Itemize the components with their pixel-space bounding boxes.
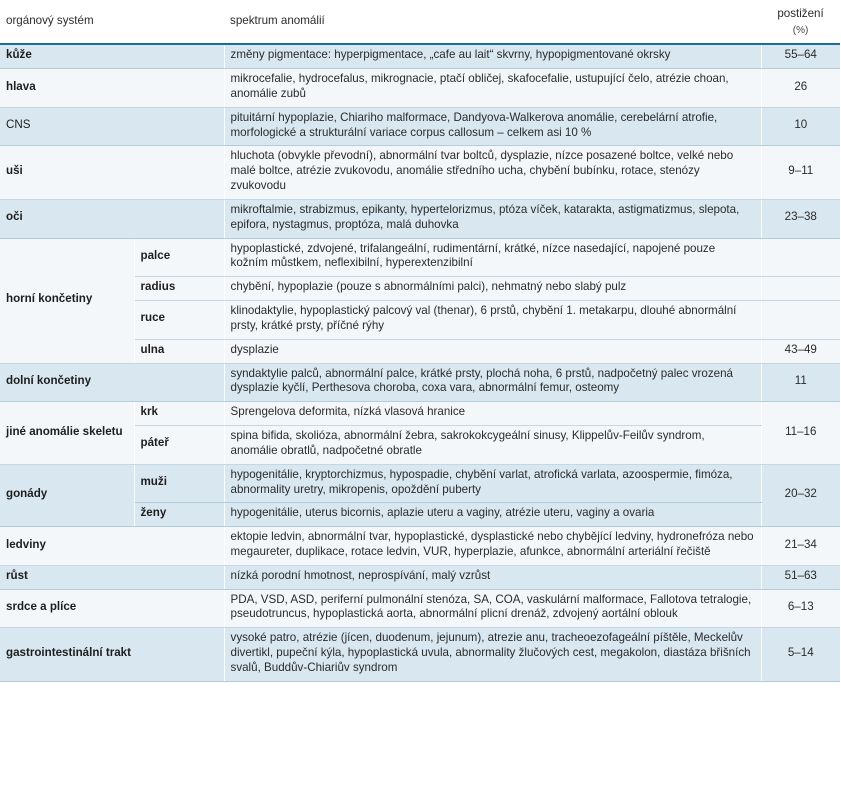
- affected-cell: 55–64: [761, 44, 840, 68]
- affected-cell: 6–13: [761, 589, 840, 628]
- system-name: srdce a plíce: [0, 589, 224, 628]
- affected-cell: 23–38: [761, 199, 840, 238]
- spectrum-cell: PDA, VSD, ASD, periferní pulmonální stenóza, SA, COA, vaskulární malformace, Fallotova tetralogie, pseudotruncus, hypoplastická aorta, abnormální plicní drenáž, zdvojený aortální oblouk: [224, 589, 761, 628]
- affected-cell: 20–32: [761, 464, 840, 526]
- spectrum-cell: chybění, hypoplazie (pouze s abnormálními palci), nehmatný nebo slabý pulz: [224, 277, 761, 301]
- system-name: CNS: [0, 107, 224, 146]
- spectrum-cell: Sprengelova deformita, nízká vlasová hranice: [224, 402, 761, 426]
- subsystem-name: radius: [134, 277, 224, 301]
- spectrum-cell: hluchota (obvykle převodní), abnormální tvar boltců, dysplazie, nízce posazené boltce, velké nebo malé boltce, atrézie zvukovodu, anomálie středního ucha, chybění bubínku, rotace, stenózy zvukovodu: [224, 146, 761, 199]
- subsystem-name: krk: [134, 402, 224, 426]
- system-name: růst: [0, 565, 224, 589]
- spectrum-cell: dysplazie: [224, 339, 761, 363]
- spectrum-cell: pituitární hypoplazie, Chiariho malformace, Dandyova-Walkerova anomálie, cerebelární atrofie, morfologické a strukturální variace corpus callosum – celkem asi 10 %: [224, 107, 761, 146]
- spectrum-cell: hypoplastické, zdvojené, trifalangeální, rudimentární, krátké, nízce nasedající, napojené pouze kožním můstkem, neflexibilní, hyperextenzibilní: [224, 238, 761, 277]
- spectrum-cell: mikrocefalie, hydrocefalus, mikrognacie, ptačí obličej, skafocefalie, ustupující čelo, atrézie choan, anomálie zubů: [224, 69, 761, 108]
- affected-cell: 43–49: [761, 339, 840, 363]
- spectrum-cell: spina bifida, skolióza, abnormální žebra, sakrokokcygeální sinusy, Klippelův-Feilův syndrom, anomálie obratlů, nadpočetné obratle: [224, 426, 761, 465]
- spectrum-cell: ektopie ledvin, abnormální tvar, hypoplastické, dysplastické nebo chybějící ledviny, hydronefróza nebo megaureter, duplikace, rotace ledvin, VUR, hyperplazie, afunkce, abnormální arteriální řečiště: [224, 527, 761, 566]
- header-row: [0, 0, 840, 44]
- table-row: [0, 464, 840, 503]
- table-row: [0, 199, 840, 238]
- spectrum-cell: změny pigmentace: hyperpigmentace, „cafe au lait“ skvrny, hypopigmentované okrsky: [224, 44, 761, 68]
- table-row: [0, 69, 840, 108]
- table-row: [0, 44, 840, 68]
- affected-cell: 11: [761, 363, 840, 402]
- spectrum-cell: mikroftalmie, strabizmus, epikanty, hypertelorizmus, ptóza víček, katarakta, astigmatizmus, slepota, epifora, nystagmus, proptóza, malá duhovka: [224, 199, 761, 238]
- subsystem-name: páteř: [134, 426, 224, 465]
- subsystem-name: palce: [134, 238, 224, 277]
- table-row: [0, 238, 840, 277]
- header-affected-label: postižení: [777, 7, 824, 20]
- table-row: [0, 107, 840, 146]
- subsystem-name: ulna: [134, 339, 224, 363]
- spectrum-cell: syndaktylie palců, abnormální palce, krátké prsty, plochá noha, 6 prstů, nadpočetný palec vrozená dysplazie kyčlí, Perthesova choroba, coxa vara, abnormální femur, osteomy: [224, 363, 761, 402]
- system-name: gastrointestinální trakt: [0, 628, 224, 681]
- affected-cell: 9–11: [761, 146, 840, 199]
- system-name: horní končetiny: [0, 238, 134, 363]
- subsystem-name: ženy: [134, 503, 224, 527]
- affected-cell: 21–34: [761, 527, 840, 566]
- system-name: ledviny: [0, 527, 224, 566]
- table-row: [0, 565, 840, 589]
- system-name: kůže: [0, 44, 224, 68]
- table-row: [0, 589, 840, 628]
- spectrum-cell: hypogenitálie, kryptorchizmus, hypospadie, chybění varlat, atrofická varlata, azoospermie, fimóza, abnormality uretry, mikropenis, opoždění puberty: [224, 464, 761, 503]
- spectrum-cell: klinodaktylie, hypoplastický palcový val (thenar), 6 prstů, chybění 1. metakarpu, dlouhé abnormální prsty, krátké prsty, příčné rýhy: [224, 301, 761, 340]
- table-row: [0, 146, 840, 199]
- subsystem-name: muži: [134, 464, 224, 503]
- table-row: [0, 363, 840, 402]
- table-row: [0, 628, 840, 681]
- system-name: gonády: [0, 464, 134, 526]
- system-name: uši: [0, 146, 224, 199]
- system-name: oči: [0, 199, 224, 238]
- system-name: hlava: [0, 69, 224, 108]
- system-name: jiné anomálie skeletu: [0, 402, 134, 464]
- header-spectrum: spektrum anomálií: [224, 0, 761, 44]
- affected-cell: 51–63: [761, 565, 840, 589]
- affected-cell: 26: [761, 69, 840, 108]
- spectrum-cell: vysoké patro, atrézie (jícen, duodenum, jejunum), atrezie anu, tracheoezofageální píštěle, Meckelův divertikl, pupeční kýla, hypoplastická uvula, abnormality žlučových cest, megakolon, diastáza břišních svalů, Buddův-Chiariův syndrom: [224, 628, 761, 681]
- system-name: dolní končetiny: [0, 363, 224, 402]
- affected-cell: 5–14: [761, 628, 840, 681]
- spectrum-cell: nízká porodní hmotnost, neprospívání, malý vzrůst: [224, 565, 761, 589]
- affected-cell: [761, 277, 840, 301]
- affected-cell: [761, 238, 840, 277]
- subsystem-name: ruce: [134, 301, 224, 340]
- header-system: orgánový systém: [0, 0, 224, 44]
- header-affected: [761, 0, 840, 44]
- table-row: [0, 527, 840, 566]
- header-affected-unit: (%): [792, 24, 809, 36]
- spectrum-cell: hypogenitálie, uterus bicornis, aplazie uteru a vaginy, atrézie uteru, vaginy a ovaria: [224, 503, 761, 527]
- affected-cell: 11–16: [761, 402, 840, 464]
- affected-cell: [761, 301, 840, 340]
- affected-cell: 10: [761, 107, 840, 146]
- table-row: [0, 402, 840, 426]
